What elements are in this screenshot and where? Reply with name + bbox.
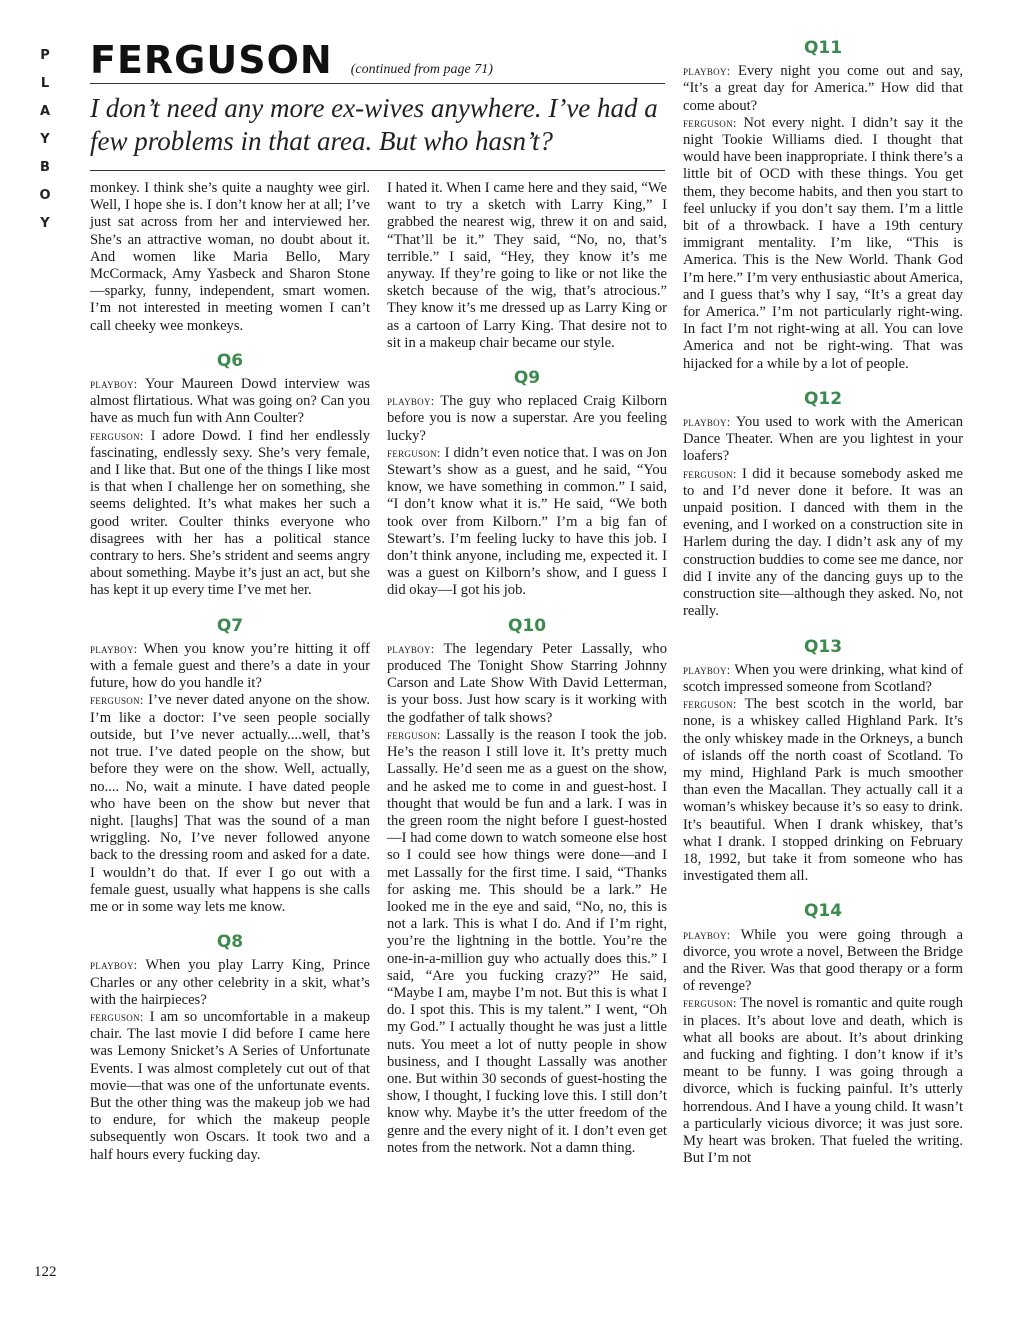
- question-heading: Q13: [803, 636, 843, 657]
- magazine-letter: B: [40, 160, 50, 175]
- speaker-label: ferguson:: [683, 466, 737, 481]
- speaker-label: ferguson:: [387, 445, 441, 460]
- answer: [683, 466, 963, 621]
- answer: [90, 692, 370, 916]
- answer: [683, 115, 963, 373]
- question: [683, 414, 963, 466]
- answer-text: I am so uncomfortable in a makeup chair. The last movie I did before I came here was Lemony Snicket’s A Series of Unfortunate Events. I was almost completely cut out of that movie—that was one of the unfortunate events. But the other thing was the makeup job we had to endure, for which the makeup people subsequently won Oscars. It took two and a half hours every fucking day.: [90, 1008, 370, 1163]
- column-2: [387, 180, 667, 1157]
- question-text: When you play Larry King, Prince Charles or any other celebrity in a skit, what’s with the hairpieces?: [90, 957, 370, 1008]
- question-text: While you were going through a divorce, you wrote a novel, Between the Bridge and the River. Was that good therapy or a form of revenge?: [683, 926, 963, 995]
- question-text: The legendary Peter Lassally, who produced The Tonight Show Starring Johnny Carson and Late Show With David Letterman, is your boss. Just how scary is it working with the godfather of talk shows?: [387, 640, 667, 726]
- speaker-label: ferguson:: [90, 428, 144, 443]
- speaker-label: ferguson:: [90, 693, 144, 708]
- question-heading: Q10: [507, 615, 547, 636]
- pull-quote: I don’t need any more ex-wives anywhere. I’ve had a few problems in that area. But who hasn’t?: [90, 93, 658, 156]
- question-text: When you were drinking, what kind of scotch impressed someone from Scotland?: [683, 661, 963, 695]
- answer-text: The best scotch in the world, bar none, is a whiskey called Highland Park. It’s the only whiskey made in the Orkneys, a bunch of islands off the north coast of Scotland. To my mind, Highland Park is much smoother than even the Macallan. They actually call it a woman’s whiskey because it’s so easy to drink. It’s beautiful. When I drank whiskey, that’s what I drank. I stopped drinking on February 18, 1992, but take it from someone who has investigated them all.: [683, 696, 963, 885]
- page-number: 122: [34, 1264, 57, 1280]
- answer-text: I’ve never dated anyone on the show. I’m like a doctor: I’ve seen people socially outside, but I’ve never actually....well, that’s not true. I’ve dated people on the show, but before they were on the show. Well, actually, no.... No, wait a minute. I have dated people who have been on the show but never that night. [laughs] That was the sound of a man wriggling. No, I’ve never followed anyone back to the dressing room and asked for a date. I wouldn’t do that. If ever I go out with a female guest, usually what happens is she calls me or in some way lets me know.: [90, 692, 370, 915]
- question-heading: Q12: [803, 388, 843, 409]
- question-heading: Q6: [216, 350, 244, 371]
- answer: [90, 428, 370, 600]
- answer: [387, 727, 667, 1157]
- speaker-label: playboy:: [90, 641, 138, 656]
- speaker-label: playboy:: [683, 415, 731, 430]
- speaker-label: ferguson:: [387, 727, 441, 742]
- speaker-label: ferguson:: [683, 697, 737, 712]
- question: [387, 641, 667, 727]
- pullquote-rule: [90, 170, 665, 171]
- answer-text: The novel is romantic and quite rough in places. It’s about love and death, which is what all books are about. It’s about drinking and fucking and fighting. I don’t know if it’s meant to be funny. I was going through a divorce, which is fucking painful. It’s utterly horrendous. And I have a young child. It wasn’t a particularly vicious divorce; it was just sore. My heart was broken. That fueled the writing. But I’m not: [683, 995, 963, 1167]
- question-text: Every night you come out and say, “It’s a great day for America.” How did that come about?: [683, 63, 963, 114]
- answer-text: I didn’t even notice that. I was on Jon Stewart’s show as a guest, and he said, “You know, we have something in common.” I said, “I don’t know what it is.” He said, “We both took over from Kilborn.” I’m a big fan of Stewart’s. I’m feeling lucky to have this job. I don’t think anyone, including me, expected it. I was a guest on Kilborn’s show, and I guess I did okay—I got his job.: [387, 444, 667, 599]
- question: [683, 662, 963, 696]
- question-text: Your Maureen Dowd interview was almost flirtatious. What was going on? Can you have as much fun with Ann Coulter?: [90, 376, 370, 427]
- question: [683, 927, 963, 996]
- column-1: [90, 180, 370, 1164]
- speaker-label: ferguson:: [683, 996, 737, 1011]
- speaker-label: playboy:: [90, 958, 138, 973]
- question-heading: Q7: [216, 615, 244, 636]
- page-title: FERGUSON: [90, 38, 333, 82]
- question-text: When you know you’re hitting it off with a female guest and there’s a date in your future, how do you handle it?: [90, 640, 370, 692]
- answer-text: I did it because somebody asked me to and I’d never done it before. It was an unpaid position. I danced with them in the evening, and I worked on a construction site in Harlem during the day. I didn’t ask any of my construction buddies to come see me dance, nor did I invite any of the dancing guys up to the construction site—although they asked. No, not really.: [683, 465, 963, 620]
- page-header: [90, 38, 665, 82]
- speaker-label: playboy:: [683, 64, 731, 79]
- question: [90, 957, 370, 1009]
- answer-text: Not every night. I didn’t say it the night Tookie Williams died. I thought that would have been inappropriate. I think there’s a little bit of OCD with these things. You get them, they become habits, and then you start to feel unlucky if you don’t say them. I’m a little bit of a throwback. I have a 19th century immigrant mentality. I’m like, “This is America. This is the New World. Thank God I’m here.” I’m very enthusiastic about America, and I guess that’s why I say, “It’s a great day for America.” I’m not particularly right-wing. In fact I’m not right-wing at all. You can love America and not be right-wing. That was hijacked for a while by a lot of people.: [683, 114, 963, 372]
- magazine-letter: Y: [40, 216, 50, 231]
- magazine-name-vertical: [34, 42, 56, 238]
- speaker-label: playboy:: [683, 662, 731, 677]
- speaker-label: playboy:: [683, 927, 731, 942]
- paragraph: I hated it. When I came here and they said, “We want to try a sketch with Larry King,” I grabbed the nearest wig, threw it on and said, “That’ll be it.” They said, “No, no, that’s terrible.” I said, “Hey, they know it’s me anyway. If they’re going to like or not like the sketch because of the wig, that’s atrocious.” They know it’s me dressed up as Larry King or as a cartoon of Larry King. That desire not to sit in a makeup chair became our style.: [387, 180, 667, 351]
- answer: [683, 696, 963, 885]
- magazine-letter: Y: [40, 132, 50, 147]
- magazine-letter: L: [40, 76, 50, 91]
- question-heading: Q11: [803, 38, 843, 58]
- question-heading: Q9: [513, 368, 541, 389]
- question-heading: Q14: [803, 901, 843, 922]
- paragraph: monkey. I think she’s quite a naughty wee girl. Well, I hope she is. I don’t know her at all; I’ve just sat across from her and interviewed her. She’s an attractive woman, no doubt about it. And women like Maria Bello, Mary McCormack, Amy Yasbeck and Sharon Stone—sparky, funny, independent, smart women. I’m not interested in meeting women I can’t call cheeky wee monkeys.: [90, 180, 370, 334]
- magazine-letter: P: [40, 48, 50, 63]
- column-3: [683, 40, 963, 1167]
- question: [387, 393, 667, 445]
- answer-text: I adore Dowd. I find her endlessly fascinating, endlessly sexy. She’s very female, and I like that. But one of the things I like most is that when I challenge her on something, she seems delighted. It’s what makes her such a good writer. Coulter thinks everyone who disagrees with her has a political stance contrary to hers. She’s strident and seems angry about something. Maybe it’s just an act, but she has kept it up every time I’ve met her.: [90, 427, 370, 599]
- continued-note: (continued from page 71): [350, 62, 493, 77]
- magazine-letter: A: [39, 104, 51, 119]
- speaker-label: playboy:: [387, 641, 435, 656]
- magazine-letter: O: [39, 188, 51, 203]
- answer: [683, 995, 963, 1167]
- answer: [90, 1009, 370, 1164]
- question: [90, 376, 370, 428]
- question-heading: Q8: [216, 932, 244, 953]
- speaker-label: playboy:: [387, 394, 435, 409]
- question: [90, 641, 370, 693]
- question-text: The guy who replaced Craig Kilborn before you is now a superstar. Are you feeling lucky?: [387, 393, 667, 444]
- speaker-label: playboy:: [90, 377, 138, 392]
- speaker-label: ferguson:: [90, 1009, 144, 1024]
- answer: [387, 445, 667, 600]
- header-rule: [90, 83, 665, 84]
- speaker-label: ferguson:: [683, 115, 737, 130]
- answer-text: Lassally is the reason I took the job. He’s the reason I still love it. It’s pretty much Lassally. He’d seen me as a guest on the show, and he asked me to come in and guest-host. I thought that would be fun and a lark. I was in the green room the night before I guest-hosted—I had come down to watch someone else host so I could see how things were done—and I met Lassally for the first time. I said, “Thanks for asking me. This should be a lark.” He looked me in the eye and said, “No, no, this is not a lark. This is what I do. And if I’m right, you’re the lightning in the bottle. You’re the one-in-a-million guy who actually does this.” I said, “Are you fucking crazy?” He said, “Maybe I am, maybe I’m not. But this is what I do. I spot this. This is my talent.” I went, “Oh my God.” I actually thought he was just a little nuts. You meet a lot of nutty people in show business, and I thought Lassally was another one. But within 30 seconds of guest-hosting the show, I thought, I fucking love this. I still don’t know why. Maybe it’s the utter freedom of the genre and the every night of it. I don’t even get notes from the network. Not a damn thing.: [387, 726, 667, 1156]
- question: [683, 63, 963, 115]
- question-text: You used to work with the American Dance Theater. When are you lightest in your loafers?: [683, 414, 963, 465]
